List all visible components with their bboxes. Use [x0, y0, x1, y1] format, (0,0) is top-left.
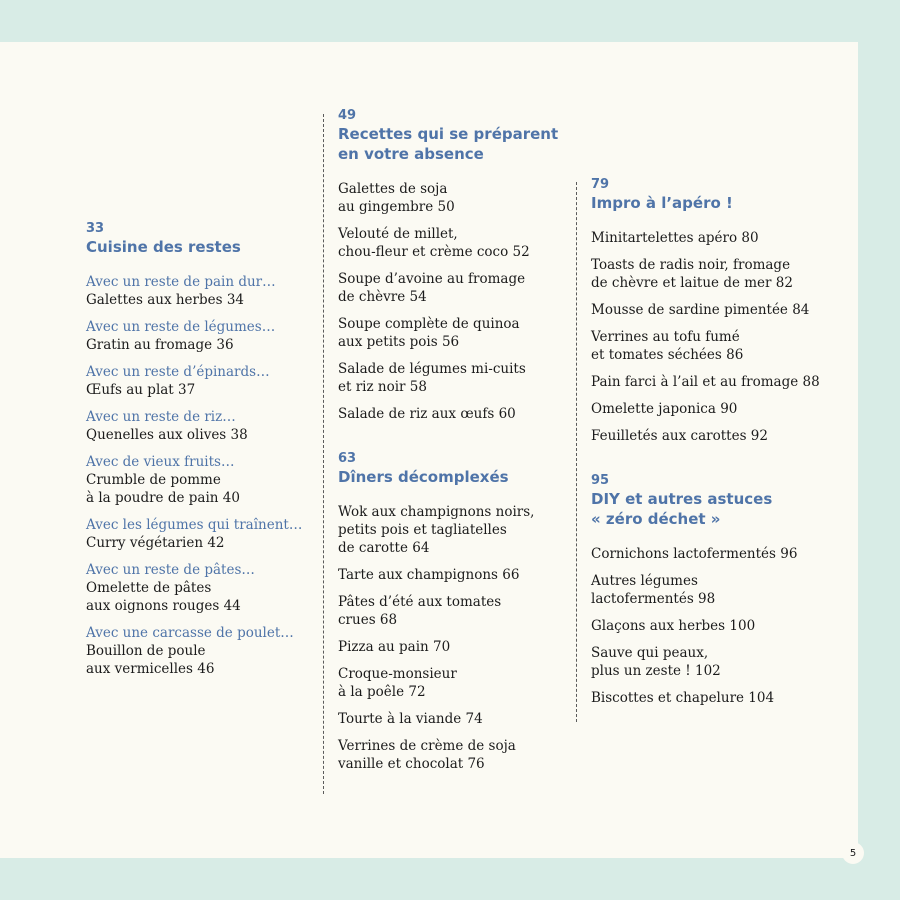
toc-entry: Glaçons aux herbes 100 [591, 618, 756, 634]
toc-entry: Tourte à la viande 74 [338, 711, 483, 727]
entry-category: Avec les légumes qui traînent… [86, 517, 303, 533]
entry-text: Crumble de pomme à la poudre de pain 40 [86, 472, 240, 506]
toc-entry: Verrines de crème de soja vanille et chocolat 76 [338, 738, 516, 772]
toc-entry [86, 453, 316, 507]
toc-entry: Minitartelettes apéro 80 [591, 230, 759, 246]
toc-entry [86, 363, 316, 399]
toc-entry: Galettes de soja au gingembre 50 [338, 181, 455, 215]
section-cuisine-des-restes [86, 221, 316, 687]
toc-entry [86, 624, 316, 678]
toc-entry: Toasts de radis noir, fromage de chèvre et laitue de mer 82 [591, 257, 793, 291]
column-3 [591, 177, 831, 735]
entry-category: Avec un reste d’épinards… [86, 364, 270, 380]
entry-text: Omelette de pâtes aux oignons rouges 44 [86, 580, 241, 614]
toc-entry: Biscottes et chapelure 104 [591, 690, 775, 706]
toc-entry: Sauve qui peaux, plus un zeste ! 102 [591, 645, 721, 679]
section-title: Cuisine des restes [86, 238, 241, 256]
toc-entry [86, 318, 316, 354]
entry-category: Avec de vieux fruits… [86, 454, 235, 470]
section-title: Dîners décomplexés [338, 468, 509, 486]
toc-entry: Cornichons lactofermentés 96 [591, 546, 798, 562]
entry-list [86, 273, 316, 678]
toc-entry: Wok aux champignons noirs, petits pois et tagliatelles de carotte 64 [338, 504, 535, 556]
toc-entry: Feuilletés aux carottes 92 [591, 428, 768, 444]
toc-entry: Velouté de millet, chou-fleur et crème coco 52 [338, 226, 530, 260]
section-title: DIY et autres astuces « zéro déchet » [591, 490, 773, 528]
column-divider [323, 114, 324, 794]
toc-entry: Mousse de sardine pimentée 84 [591, 302, 810, 318]
section-diners-decomplexes [338, 451, 568, 773]
toc-entry: Tarte aux champignons 66 [338, 567, 520, 583]
toc-entry: Soupe d’avoine au fromage de chèvre 54 [338, 271, 526, 305]
section-page-number: 49 [338, 108, 357, 123]
section-page-number: 63 [338, 451, 357, 466]
toc-entry: Pâtes d’été aux tomates crues 68 [338, 594, 502, 628]
section-page-number: 33 [86, 221, 105, 236]
toc-entry: Pain farci à l’ail et au fromage 88 [591, 374, 820, 390]
entry-text: Œufs au plat 37 [86, 382, 196, 398]
section-page-number: 95 [591, 473, 610, 488]
entry-category: Avec un reste de pâtes… [86, 562, 255, 578]
entry-text: Curry végétarien 42 [86, 535, 225, 551]
section-recettes-absence [338, 108, 568, 423]
entry-category: Avec un reste de riz… [86, 409, 236, 425]
entry-text: Gratin au fromage 36 [86, 337, 234, 353]
toc-entry [86, 516, 316, 552]
entry-text: Galettes aux herbes 34 [86, 292, 245, 308]
section-diy-zero-dechet [591, 473, 831, 707]
toc-entry: Salade de riz aux œufs 60 [338, 406, 516, 422]
entry-text: Bouillon de poule aux vermicelles 46 [86, 643, 215, 677]
column-2 [338, 108, 568, 801]
toc-entry: Verrines au tofu fumé et tomates séchées 86 [591, 329, 744, 363]
toc-entry: Salade de légumes mi-cuits et riz noir 58 [338, 361, 526, 395]
page-number: 5 [842, 842, 864, 864]
section-title: Impro à l’apéro ! [591, 194, 733, 212]
toc-entry: Autres légumes lactofermentés 98 [591, 573, 716, 607]
section-title: Recettes qui se préparent en votre absence [338, 125, 559, 163]
toc-entry [86, 273, 316, 309]
toc-entry: Pizza au pain 70 [338, 639, 451, 655]
entry-category: Avec un reste de légumes… [86, 319, 276, 335]
toc-entry: Croque-monsieur à la poêle 72 [338, 666, 457, 700]
entry-category: Avec une carcasse de poulet… [86, 625, 294, 641]
entry-category: Avec un reste de pain dur… [86, 274, 276, 290]
column-divider [576, 182, 577, 722]
toc-entry: Soupe complète de quinoa aux petits pois 56 [338, 316, 520, 350]
toc-entry [86, 408, 316, 444]
section-impro-apero [591, 177, 831, 445]
toc-entry [86, 561, 316, 615]
entry-text: Quenelles aux olives 38 [86, 427, 248, 443]
toc-entry: Omelette japonica 90 [591, 401, 738, 417]
section-page-number: 79 [591, 177, 610, 192]
